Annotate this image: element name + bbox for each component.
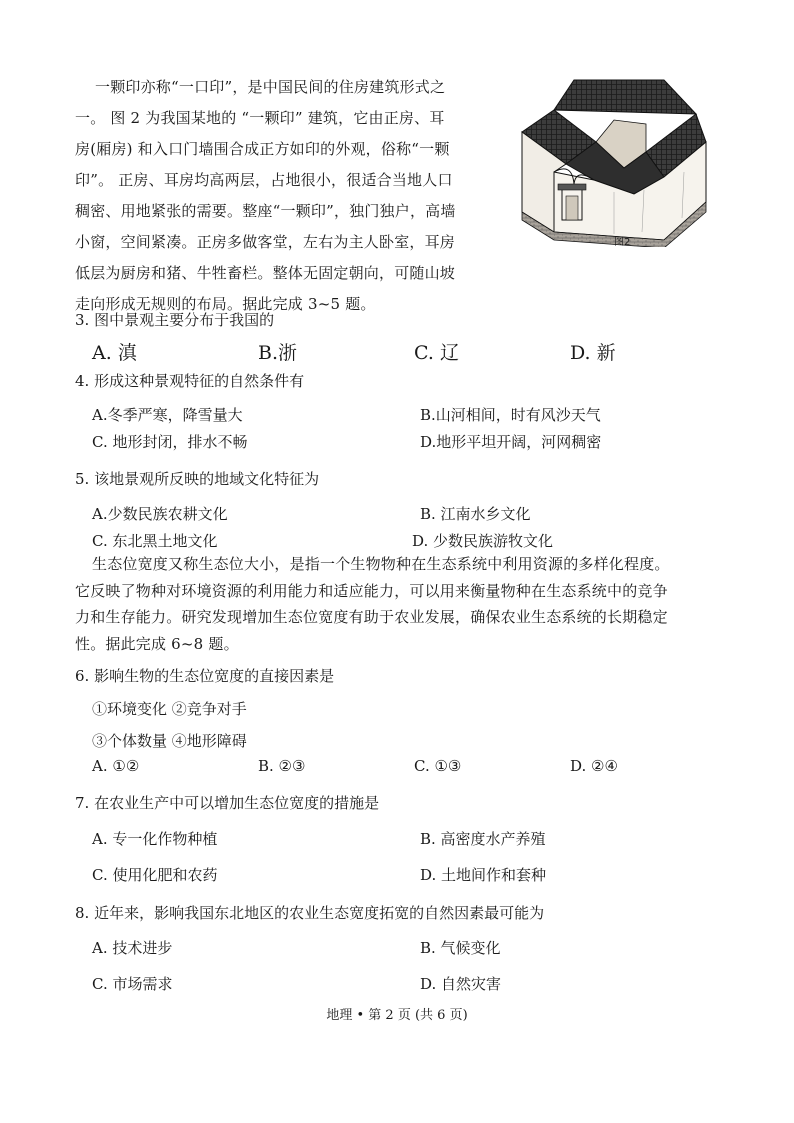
passage2-line-3: 力和生存能力。研究发现增加生态位宽度有助于农业发展，确保农业生态系统的长期稳定: [75, 608, 668, 626]
q6-option-b: B. ②③: [258, 757, 306, 775]
q5-stem: 5. 该地景观所反映的地域文化特征为: [75, 470, 320, 488]
q7-option-c: C. 使用化肥和农药: [92, 866, 218, 884]
q7-stem: 7. 在农业生产中可以增加生态位宽度的措施是: [75, 794, 380, 812]
q7-option-d: D. 土地间作和套种: [420, 866, 547, 884]
q8-stem: 8. 近年来，影响我国东北地区的农业生态宽度拓宽的自然因素最可能为: [75, 904, 545, 922]
q7-option-a: A. 专一化作物种植: [92, 830, 218, 848]
passage1-line-5: 稠密、用地紧张的需要。整座“一颗印”，独门独户，高墙: [75, 202, 456, 220]
passage2-line-1: 生态位宽度又称生态位大小，是指一个生物物种在生态系统中利用资源的多样化程度。: [92, 555, 670, 573]
house-illustration: [514, 72, 714, 247]
q8-option-d: D. 自然灾害: [420, 975, 502, 993]
q5-option-a: A.少数民族农耕文化: [92, 505, 228, 523]
q6-stem: 6. 影响生物的生态位宽度的直接因素是: [75, 667, 335, 685]
q5-option-c: C. 东北黑土地文化: [92, 532, 218, 550]
q4-option-a: A.冬季严寒，降雪量大: [92, 406, 243, 424]
q5-option-b: B. 江南水乡文化: [420, 505, 531, 523]
figure-caption: 图2: [614, 237, 631, 248]
passage1-line-7: 低层为厨房和猪、牛牲畜栏。整体无固定朝向，可随山坡: [75, 264, 456, 282]
q3-stem: 3. 图中景观主要分布于我国的: [75, 311, 275, 329]
figure-house: [514, 72, 714, 247]
q8-option-c: C. 市场需求: [92, 975, 173, 993]
q6-option-a: A. ①②: [92, 757, 140, 775]
passage1-line-3: 房(厢房) 和入口门墙围合成正方如印的外观，俗称“一颗: [75, 140, 450, 158]
q4-option-c: C. 地形封闭，排水不畅: [92, 433, 248, 451]
q8-option-b: B. 气候变化: [420, 939, 501, 957]
q3-option-d: D. 新: [570, 342, 616, 364]
passage1-line-8: 走向形成无规则的布局。据此完成 3~5 题。: [75, 295, 376, 313]
passage1-line-4: 印”。 正房、耳房均高两层，占地很小，很适合当地人口: [75, 171, 453, 189]
q3-option-a: A. 滇: [92, 342, 137, 364]
q7-option-b: B. 高密度水产养殖: [420, 830, 546, 848]
q4-option-b: B.山河相间，时有风沙天气: [420, 406, 601, 424]
passage2-line-2: 它反映了物种对环境资源的利用能力和适应能力，可以用来衡量物种在生态系统中的竞争: [75, 582, 668, 600]
q6-items-2: ③个体数量 ④地形障碍: [92, 732, 247, 750]
passage2-line-4: 性。据此完成 6~8 题。: [75, 635, 239, 653]
q6-option-c: C. ①③: [414, 757, 462, 775]
q3-option-c: C. 辽: [414, 342, 459, 364]
q6-items-1: ①环境变化 ②竞争对手: [92, 700, 247, 718]
q8-option-a: A. 技术进步: [92, 939, 173, 957]
q4-option-d: D.地形平坦开阔，河网稠密: [420, 433, 602, 451]
q4-stem: 4. 形成这种景观特征的自然条件有: [75, 372, 305, 390]
q3-option-b: B.浙: [258, 342, 298, 364]
q6-option-d: D. ②④: [570, 757, 618, 775]
passage1-line-2: 一。 图 2 为我国某地的 “一颗印” 建筑，它由正房、耳: [75, 109, 445, 127]
page-footer: 地理 • 第 2 页 (共 6 页): [326, 1008, 468, 1023]
q5-option-d: D. 少数民族游牧文化: [412, 532, 554, 550]
passage1-line-6: 小窗，空间紧凑。正房多做客堂，左右为主人卧室，耳房: [75, 233, 456, 251]
passage1-line-1: 一颗印亦称“一口印”，是中国民间的住房建筑形式之: [95, 78, 446, 96]
